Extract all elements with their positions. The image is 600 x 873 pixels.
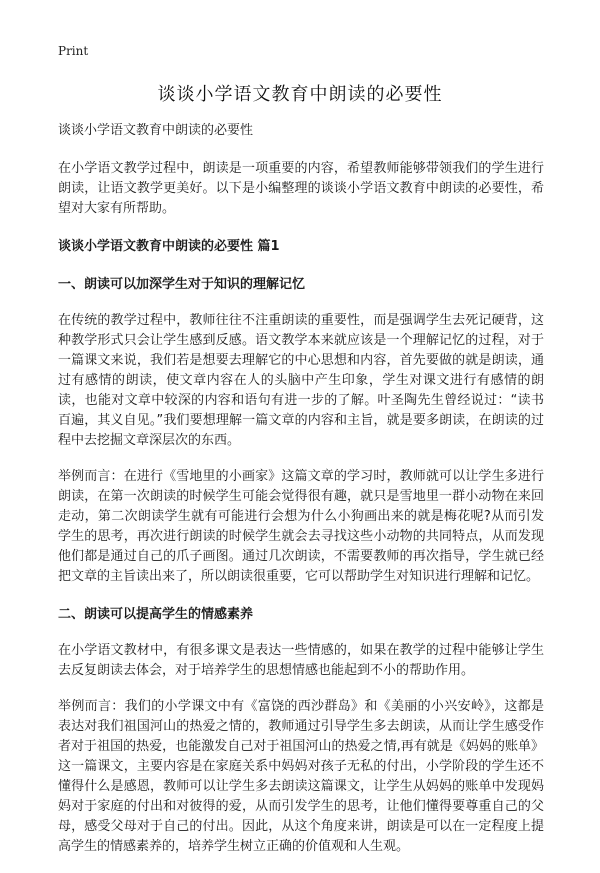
article-heading: 谈谈小学语文教育中朗读的必要性 篇1: [58, 239, 280, 254]
section-1-paragraph-2: 举例而言：在进行《雪地里的小画家》这篇文章的学习时，教师就可以让学生多进行朗读，在第一次朗读的时候学生可能会觉得很有趣，就只是雪地里一群小动物在来回走动，第二次朗读学生就有可能进行会想为什么小狗画出来的就是梅花呢?从而引发学生的思考，再次进行朗读的时候学生就会去寻找这些小动物的共同特点，从而发现他们都是通过自己的爪子画图。通过几次朗读，不需要教师的再次指导，学生就已经把文章的主旨读出来了，所以朗读很重要，它可以帮助学生对知识进行理解和记忆。: [58, 469, 544, 584]
section-1-heading: 一、朗读可以加深学生对于知识的理解记忆: [58, 277, 306, 292]
section-2-heading: 二、朗读可以提高学生的情感素养: [58, 607, 254, 622]
section-1-paragraph-1: 在传统的教学过程中，教师往往不注重朗读的重要性，而是强调学生去死记硬背，这种教学形式只会让学生感到反感。语文教学本来就应该是一个理解记忆的过程，对于一篇课文来说，我们若是想要去理解它的中心思想和内容，首先要做的就是朗读，通过有感情的朗读，使文章内容在人的头脑中产生印象，学生对课文进行有感情的朗读，也能对文章中较深的内容和语句有进一步的了解。叶圣陶先生曾经说过：“读书百遍，其义自见。”我们要想理解一篇文章的内容和主旨，就是要多朗读，在朗读的过程中去挖掘文章深层次的东西。: [58, 313, 544, 448]
section-2-paragraph-1: 在小学语文教材中，有很多课文是表达一些情感的，如果在教学的过程中能够让学生去反复朗读去体会，对于培养学生的思想情感也能起到不小的帮助作用。: [58, 643, 544, 678]
document-title: 谈谈小学语文教育中朗读的必要性: [157, 84, 443, 105]
document-subtitle: 谈谈小学语文教育中朗读的必要性: [58, 123, 254, 138]
section-2-paragraph-2: 举例而言：我们的小学课文中有《富饶的西沙群岛》和《美丽的小兴安岭》，这都是表达对我们祖国河山的热爱之情的，教师通过引导学生多去朗读，从而让学生感受作者对于祖国的热爱，也能激发自己对于祖国河山的热爱之情,再有就是《妈妈的账单》这一篇课文，主要内容是在家庭关系中妈妈对孩子无私的付出，小学阶段的学生还不懂得什么是感恩，教师可以让学生多去朗读这篇课文，让学生从妈妈的账单中发现妈妈对于家庭的付出和对彼得的爱，从而引发学生的思考，让他们懂得要尊重自己的父母，感受父母对于自己的付出。因此，从这个角度来讲，朗读是可以在一定程度上提高学生的情感素养的，培养学生树立正确的价值观和人生观。: [58, 699, 544, 854]
intro-paragraph: 在小学语文教学过程中，朗读是一项重要的内容，希望教师能够带领我们的学生进行朗读，让语文教学更美好。以下是小编整理的谈谈小学语文教育中朗读的必要性，希望对大家有所帮助。: [58, 161, 544, 216]
document-body: [58, 121, 544, 873]
print-link[interactable]: Print: [58, 44, 89, 58]
